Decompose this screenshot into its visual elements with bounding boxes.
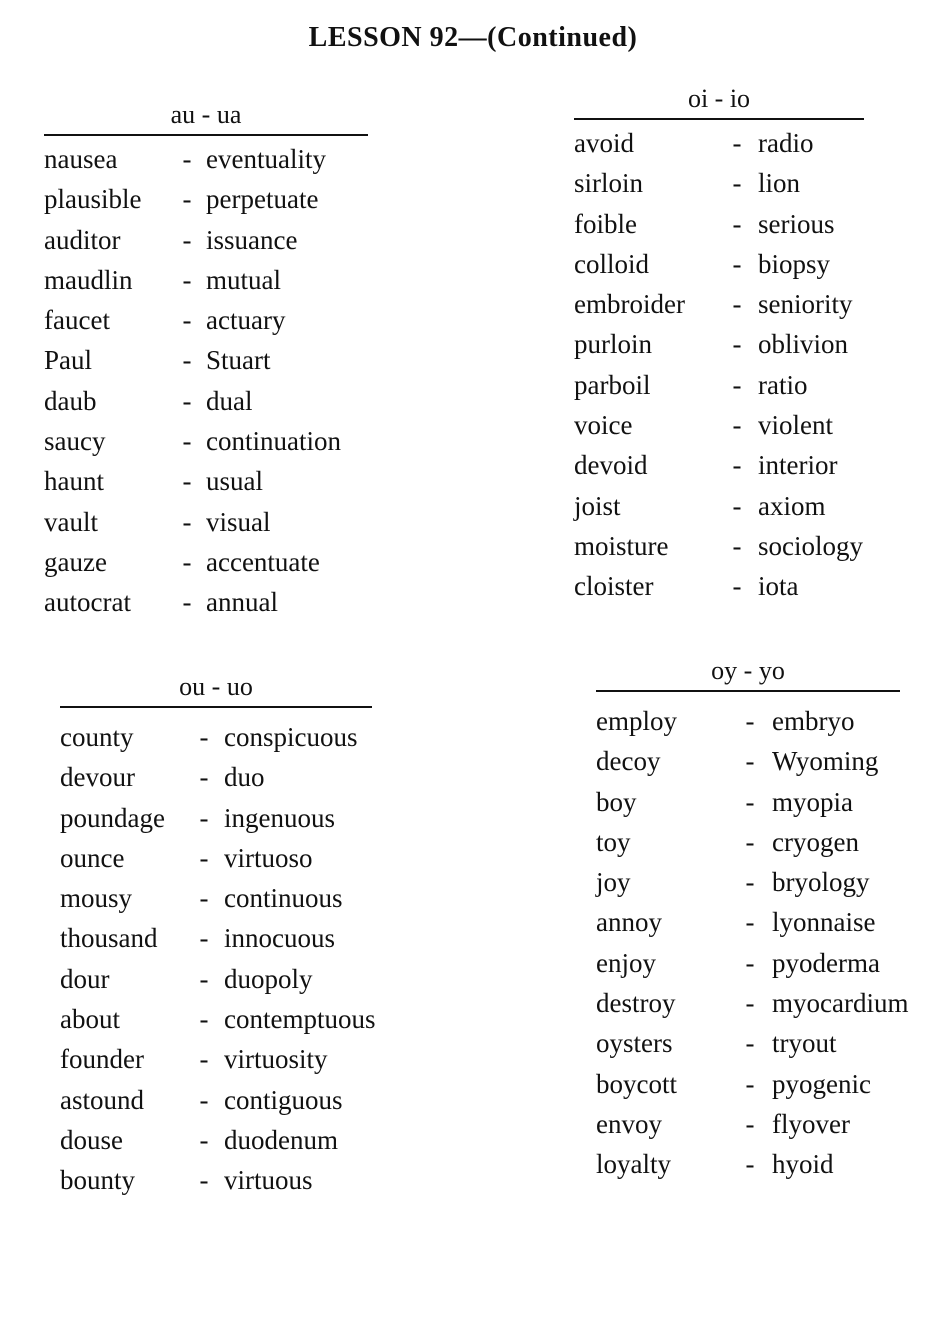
word-right: conspicuous bbox=[224, 722, 358, 752]
word-row bbox=[44, 507, 368, 547]
word-row bbox=[596, 706, 900, 746]
word-right: lion bbox=[758, 168, 801, 199]
word-left: vault bbox=[44, 506, 98, 537]
word-left: moisture bbox=[574, 530, 669, 561]
word-right: Stuart bbox=[206, 345, 271, 376]
word-left: thousand bbox=[60, 923, 158, 954]
word-row bbox=[596, 1109, 900, 1149]
word-right: usual bbox=[206, 466, 263, 497]
dash: - bbox=[182, 184, 192, 215]
dash: - bbox=[732, 128, 742, 158]
word-row bbox=[60, 1165, 372, 1205]
dash: - bbox=[745, 746, 755, 777]
word-left: Paul bbox=[44, 345, 93, 376]
word-row bbox=[60, 1125, 372, 1165]
word-row bbox=[574, 491, 864, 531]
word-row bbox=[44, 225, 368, 265]
word-right: duodenum bbox=[224, 1124, 338, 1155]
word-row bbox=[574, 168, 864, 208]
dash: - bbox=[182, 305, 192, 336]
word-right: contiguous bbox=[224, 1084, 343, 1115]
dash: - bbox=[182, 426, 192, 457]
word-row bbox=[596, 1069, 900, 1109]
section-header-au-ua: au - ua bbox=[44, 100, 368, 136]
word-right: biopsy bbox=[758, 248, 831, 279]
section-header-ou-uo: ou - uo bbox=[60, 672, 372, 708]
word-left: ounce bbox=[60, 842, 125, 873]
word-left: purloin bbox=[574, 329, 652, 360]
dash: - bbox=[732, 248, 742, 279]
dash: - bbox=[182, 264, 192, 295]
word-left: annoy bbox=[596, 907, 662, 938]
dash: - bbox=[732, 369, 742, 400]
page-title: LESSON 92—(Continued) bbox=[308, 22, 638, 53]
word-right: bryology bbox=[772, 867, 870, 898]
word-left: plausible bbox=[44, 184, 142, 215]
word-left: astound bbox=[60, 1084, 144, 1115]
word-row bbox=[574, 450, 864, 490]
word-left: faucet bbox=[44, 305, 110, 336]
dash: - bbox=[199, 842, 209, 873]
word-right: accentuate bbox=[206, 546, 320, 577]
word-row bbox=[60, 1044, 372, 1084]
word-right: iota bbox=[758, 571, 799, 602]
word-right: contemptuous bbox=[224, 1004, 376, 1035]
word-left: devoid bbox=[574, 450, 648, 481]
word-right: serious bbox=[758, 208, 835, 239]
word-left: decoy bbox=[596, 746, 661, 777]
word-row bbox=[60, 964, 372, 1004]
word-row bbox=[596, 948, 900, 988]
word-left: boycott bbox=[596, 1068, 677, 1099]
word-right: interior bbox=[758, 450, 838, 481]
dash: - bbox=[199, 722, 209, 752]
word-right: ratio bbox=[758, 369, 808, 400]
word-left: autocrat bbox=[44, 587, 131, 618]
word-row bbox=[60, 923, 372, 963]
word-right: issuance bbox=[206, 224, 298, 255]
word-row bbox=[574, 249, 864, 289]
word-right: eventuality bbox=[206, 144, 326, 174]
word-right: continuous bbox=[224, 883, 343, 914]
word-row bbox=[596, 1028, 900, 1068]
word-row bbox=[44, 466, 368, 506]
dash: - bbox=[745, 947, 755, 978]
word-left: gauze bbox=[44, 546, 107, 577]
dash: - bbox=[182, 224, 192, 255]
word-list-oi-io bbox=[574, 128, 864, 612]
word-list-oy-yo bbox=[596, 706, 909, 1190]
word-right: pyogenic bbox=[772, 1068, 871, 1099]
word-left: colloid bbox=[574, 248, 649, 279]
word-right: pyoderma bbox=[772, 947, 880, 978]
dash: - bbox=[732, 329, 742, 360]
word-left: cloister bbox=[574, 571, 654, 602]
word-row bbox=[574, 370, 864, 410]
word-right: embryo bbox=[772, 706, 855, 736]
dash: - bbox=[732, 571, 742, 602]
dash: - bbox=[745, 907, 755, 938]
word-row bbox=[60, 722, 372, 762]
word-left: joy bbox=[596, 867, 631, 898]
word-row bbox=[44, 144, 368, 184]
dash: - bbox=[745, 988, 755, 1019]
word-left: maudlin bbox=[44, 264, 133, 295]
dash: - bbox=[745, 867, 755, 898]
word-left: auditor bbox=[44, 224, 121, 255]
word-row bbox=[596, 988, 909, 1028]
word-row bbox=[44, 265, 368, 305]
dash: - bbox=[745, 1149, 755, 1180]
word-row bbox=[44, 305, 368, 345]
word-right: actuary bbox=[206, 305, 286, 336]
word-left: employ bbox=[596, 706, 677, 736]
dash: - bbox=[732, 289, 742, 320]
word-right: myopia bbox=[772, 786, 853, 817]
word-left: parboil bbox=[574, 369, 651, 400]
word-left: enjoy bbox=[596, 947, 656, 978]
word-left: foible bbox=[574, 208, 637, 239]
word-right: tryout bbox=[772, 1028, 837, 1059]
dash: - bbox=[182, 466, 192, 497]
dash: - bbox=[199, 1044, 209, 1075]
dash: - bbox=[199, 923, 209, 954]
word-row bbox=[60, 883, 372, 923]
dash: - bbox=[182, 385, 192, 416]
word-right: continuation bbox=[206, 426, 341, 457]
word-right: duopoly bbox=[224, 963, 313, 994]
word-left: daub bbox=[44, 385, 97, 416]
word-left: poundage bbox=[60, 802, 165, 833]
word-list-ou-uo bbox=[60, 722, 376, 1206]
word-right: hyoid bbox=[772, 1149, 834, 1180]
word-list-au-ua bbox=[44, 144, 368, 628]
word-row bbox=[44, 184, 368, 224]
word-left: about bbox=[60, 1004, 120, 1035]
section-oi-io bbox=[574, 84, 864, 612]
word-right: sociology bbox=[758, 530, 863, 561]
word-left: bounty bbox=[60, 1165, 136, 1196]
section-header-oi-io: oi - io bbox=[574, 84, 864, 120]
word-row bbox=[44, 386, 368, 426]
word-row bbox=[44, 426, 368, 466]
dash: - bbox=[745, 1068, 755, 1099]
word-left: destroy bbox=[596, 988, 676, 1019]
word-right: dual bbox=[206, 385, 253, 416]
word-right: virtuosity bbox=[224, 1044, 328, 1075]
word-row bbox=[596, 1149, 900, 1189]
dash: - bbox=[182, 587, 192, 618]
word-row bbox=[44, 345, 368, 385]
word-left: toy bbox=[596, 826, 631, 857]
word-row bbox=[574, 209, 864, 249]
word-left: devour bbox=[60, 762, 135, 793]
word-right: myocardium bbox=[772, 988, 909, 1019]
word-right: visual bbox=[206, 506, 271, 537]
word-right: seniority bbox=[758, 289, 853, 320]
word-row bbox=[596, 746, 900, 786]
word-row bbox=[596, 787, 900, 827]
word-right: mutual bbox=[206, 264, 281, 295]
dash: - bbox=[732, 208, 742, 239]
dash: - bbox=[199, 883, 209, 914]
word-row bbox=[44, 547, 368, 587]
word-left: oysters bbox=[596, 1028, 673, 1059]
word-row bbox=[574, 329, 864, 369]
dash: - bbox=[745, 1108, 755, 1139]
dash: - bbox=[199, 1165, 209, 1196]
dash: - bbox=[732, 168, 742, 199]
dash: - bbox=[745, 786, 755, 817]
word-left: sirloin bbox=[574, 168, 644, 199]
word-left: saucy bbox=[44, 426, 106, 457]
dash: - bbox=[199, 963, 209, 994]
word-row bbox=[574, 410, 864, 450]
dash: - bbox=[732, 490, 742, 521]
dash: - bbox=[182, 345, 192, 376]
word-right: oblivion bbox=[758, 329, 849, 360]
dash: - bbox=[182, 546, 192, 577]
word-right: virtuoso bbox=[224, 842, 313, 873]
dash: - bbox=[199, 802, 209, 833]
word-left: nausea bbox=[44, 144, 118, 174]
word-right: perpetuate bbox=[206, 184, 319, 215]
dash: - bbox=[732, 530, 742, 561]
word-left: boy bbox=[596, 786, 637, 817]
section-oy-yo bbox=[596, 656, 909, 1190]
word-left: mousy bbox=[60, 883, 133, 914]
word-right: annual bbox=[206, 587, 278, 618]
word-right: radio bbox=[758, 128, 814, 158]
word-right: duo bbox=[224, 762, 265, 793]
dash: - bbox=[199, 762, 209, 793]
section-au-ua bbox=[44, 100, 368, 628]
word-row bbox=[60, 843, 372, 883]
word-right: ingenuous bbox=[224, 802, 335, 833]
word-left: joist bbox=[574, 490, 621, 521]
dash: - bbox=[199, 1004, 209, 1035]
section-ou-uo bbox=[60, 672, 376, 1206]
word-row bbox=[60, 762, 372, 802]
dash: - bbox=[732, 410, 742, 441]
word-right: cryogen bbox=[772, 826, 859, 857]
word-right: violent bbox=[758, 410, 833, 441]
section-header-oy-yo: oy - yo bbox=[596, 656, 900, 692]
word-row bbox=[60, 1004, 376, 1044]
dash: - bbox=[199, 1084, 209, 1115]
word-left: embroider bbox=[574, 289, 685, 320]
word-right: lyonnaise bbox=[772, 907, 876, 938]
word-right: axiom bbox=[758, 490, 826, 521]
word-left: voice bbox=[574, 410, 633, 441]
word-right: Wyoming bbox=[772, 746, 879, 777]
word-left: dour bbox=[60, 963, 110, 994]
word-row bbox=[574, 531, 864, 571]
word-row bbox=[44, 587, 368, 627]
word-row bbox=[574, 128, 864, 168]
dash: - bbox=[182, 506, 192, 537]
word-left: loyalty bbox=[596, 1149, 671, 1180]
word-right: flyover bbox=[772, 1108, 850, 1139]
word-left: founder bbox=[60, 1044, 144, 1075]
word-row bbox=[596, 907, 900, 947]
dash: - bbox=[732, 450, 742, 481]
dash: - bbox=[745, 826, 755, 857]
word-left: haunt bbox=[44, 466, 104, 497]
dash: - bbox=[199, 1124, 209, 1155]
word-row bbox=[596, 827, 900, 867]
dash: - bbox=[745, 706, 755, 736]
word-row bbox=[574, 571, 864, 611]
word-left: douse bbox=[60, 1124, 123, 1155]
word-left: envoy bbox=[596, 1108, 662, 1139]
word-left: avoid bbox=[574, 128, 634, 158]
word-left: county bbox=[60, 722, 134, 752]
dash: - bbox=[182, 144, 192, 174]
word-row bbox=[596, 867, 900, 907]
word-right: innocuous bbox=[224, 923, 335, 954]
word-row bbox=[574, 289, 864, 329]
dash: - bbox=[745, 1028, 755, 1059]
word-row bbox=[60, 803, 372, 843]
word-right: virtuous bbox=[224, 1165, 313, 1196]
word-row bbox=[60, 1085, 372, 1125]
